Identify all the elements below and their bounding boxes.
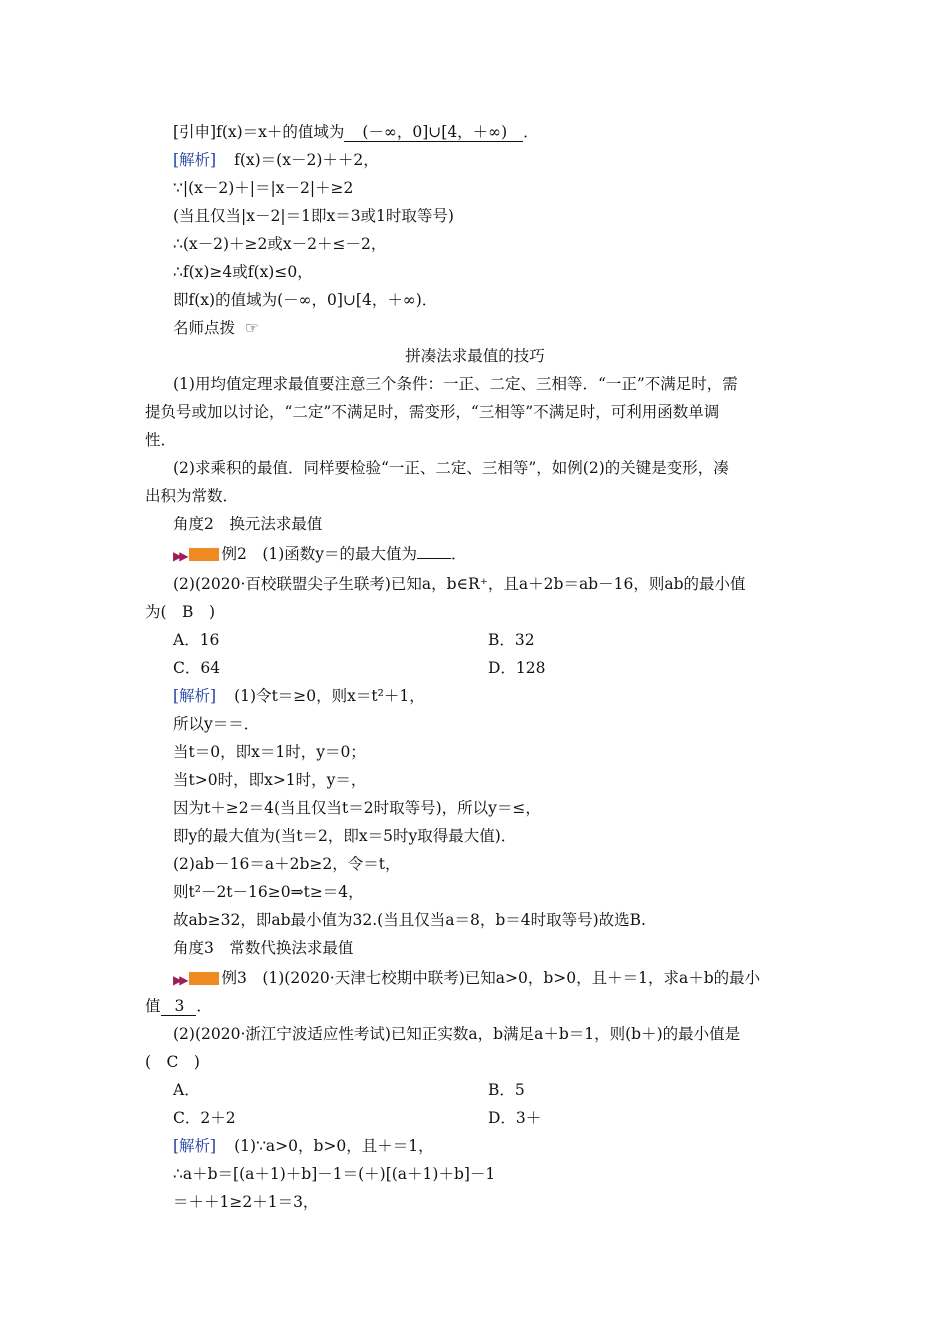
question-line: ( C ): [145, 1053, 200, 1071]
tip-title: 拼凑法求最值的技巧: [405, 347, 545, 365]
tip-paragraph: 性．: [145, 431, 177, 449]
solution-line: 即f(x)的值域为(－∞，0]∪[4，＋∞)．: [173, 291, 438, 309]
question-line: (2)(2020·百校联盟尖子生联考)已知a，b∈R⁺，且a＋2b＝ab－16，则ab的最小值: [173, 575, 746, 593]
solution-line: ＝＋＋1≥2＋1＝3，: [173, 1193, 319, 1211]
pointing-hand-icon: ☞: [245, 319, 259, 337]
example-2: ▶▶ 例2 (1)函数y＝的最大值为 ．: [173, 544, 467, 566]
solution-line: ∴(x－2)＋≥2或x－2＋≤－2，: [173, 235, 387, 253]
solution-line: ∴f(x)≥4或f(x)≤0，: [173, 263, 313, 281]
solution-line: ∴a＋b＝[(a＋1)＋b]－1＝(＋)[(a＋1)＋b]－1: [173, 1165, 496, 1183]
option-d: D．3＋: [488, 1109, 542, 1127]
option-c: C．64: [173, 659, 221, 677]
analysis-label: [解析]: [173, 687, 217, 705]
solution-line: 当t>0时，即x>1时，y＝，: [173, 771, 367, 789]
example-marker-icon: ▶▶: [173, 969, 219, 990]
solution-line: 当t＝0，即x＝1时，y＝0；: [173, 743, 366, 761]
section-heading: 角度2 换元法求最值: [173, 515, 323, 533]
solution-line: [解析] (1)令t＝≥0，则x＝t²＋1，: [173, 687, 425, 705]
solution-line: (2)ab－16＝a＋2b≥2，令＝t，: [173, 855, 401, 873]
tip-paragraph: 出积为常数．: [145, 487, 239, 505]
option-c: C．2＋2: [173, 1109, 236, 1127]
answer-blank: [417, 544, 451, 559]
answer-blank: 3: [161, 997, 197, 1016]
option-a: A．16: [173, 631, 220, 649]
question-line: 为( B ): [145, 603, 215, 621]
question-line: 值 3 ．: [145, 997, 212, 1015]
teacher-tip-heading: 名师点拨 ☞: [173, 319, 259, 337]
tip-paragraph: (1)用均值定理求最值要注意三个条件：一正、二定、三相等．“一正”不满足时，需: [173, 375, 738, 393]
solution-line: [解析] f(x)＝(x－2)＋＋2，: [173, 151, 379, 169]
solution-line: 所以y＝＝．: [173, 715, 260, 733]
analysis-label: [解析]: [173, 151, 217, 169]
solution-line: 故ab≥32，即ab最小值为32.(当且仅当a＝8，b＝4时取等号)故选B.: [173, 911, 646, 929]
section-heading: 角度3 常数代换法求最值: [173, 939, 354, 957]
analysis-label: [解析]: [173, 1137, 217, 1155]
option-b: B．5: [488, 1081, 525, 1099]
tip-paragraph: (2)求乘积的最值．同样要检验“一正、二定、三相等”，如例(2)的关键是变形，凑: [173, 459, 729, 477]
tip-paragraph: 提负号或加以讨论，“二定”不满足时，需变形，“三相等”不满足时，可利用函数单调: [145, 403, 720, 421]
example-3: ▶▶ 例3 (1)(2020·天津七校期中联考)已知a>0，b>0，且＋＝1，求a＋b的最小: [173, 968, 760, 990]
solution-line: 则t²－2t－16≥0⇒t≥＝4，: [173, 883, 364, 901]
option-d: D．128: [488, 659, 546, 677]
option-a: A．: [173, 1081, 200, 1099]
answer-blank: (－∞，0]∪[4，＋∞): [344, 123, 523, 142]
extension-question: [引申]f(x)＝x＋的值域为 (－∞，0]∪[4，＋∞) ．: [173, 123, 539, 141]
solution-line: 因为t＋≥2＝4(当且仅当t＝2时取等号)，所以y＝≤，: [173, 799, 541, 817]
example-marker-icon: ▶▶: [173, 545, 219, 566]
question-line: (2)(2020·浙江宁波适应性考试)已知正实数a，b满足a＋b＝1，则(b＋)的最小值是: [173, 1025, 741, 1043]
solution-line: 即y的最大值为(当t＝2，即x＝5时y取得最大值)．: [173, 827, 517, 845]
solution-line: (当且仅当|x－2|＝1即x＝3或1时取等号): [173, 207, 454, 225]
solution-line: [解析] (1)∵a>0，b>0，且＋＝1，: [173, 1137, 434, 1155]
solution-line: ∵|(x－2)＋|＝|x－2|＋≥2: [173, 179, 354, 197]
option-b: B．32: [488, 631, 535, 649]
